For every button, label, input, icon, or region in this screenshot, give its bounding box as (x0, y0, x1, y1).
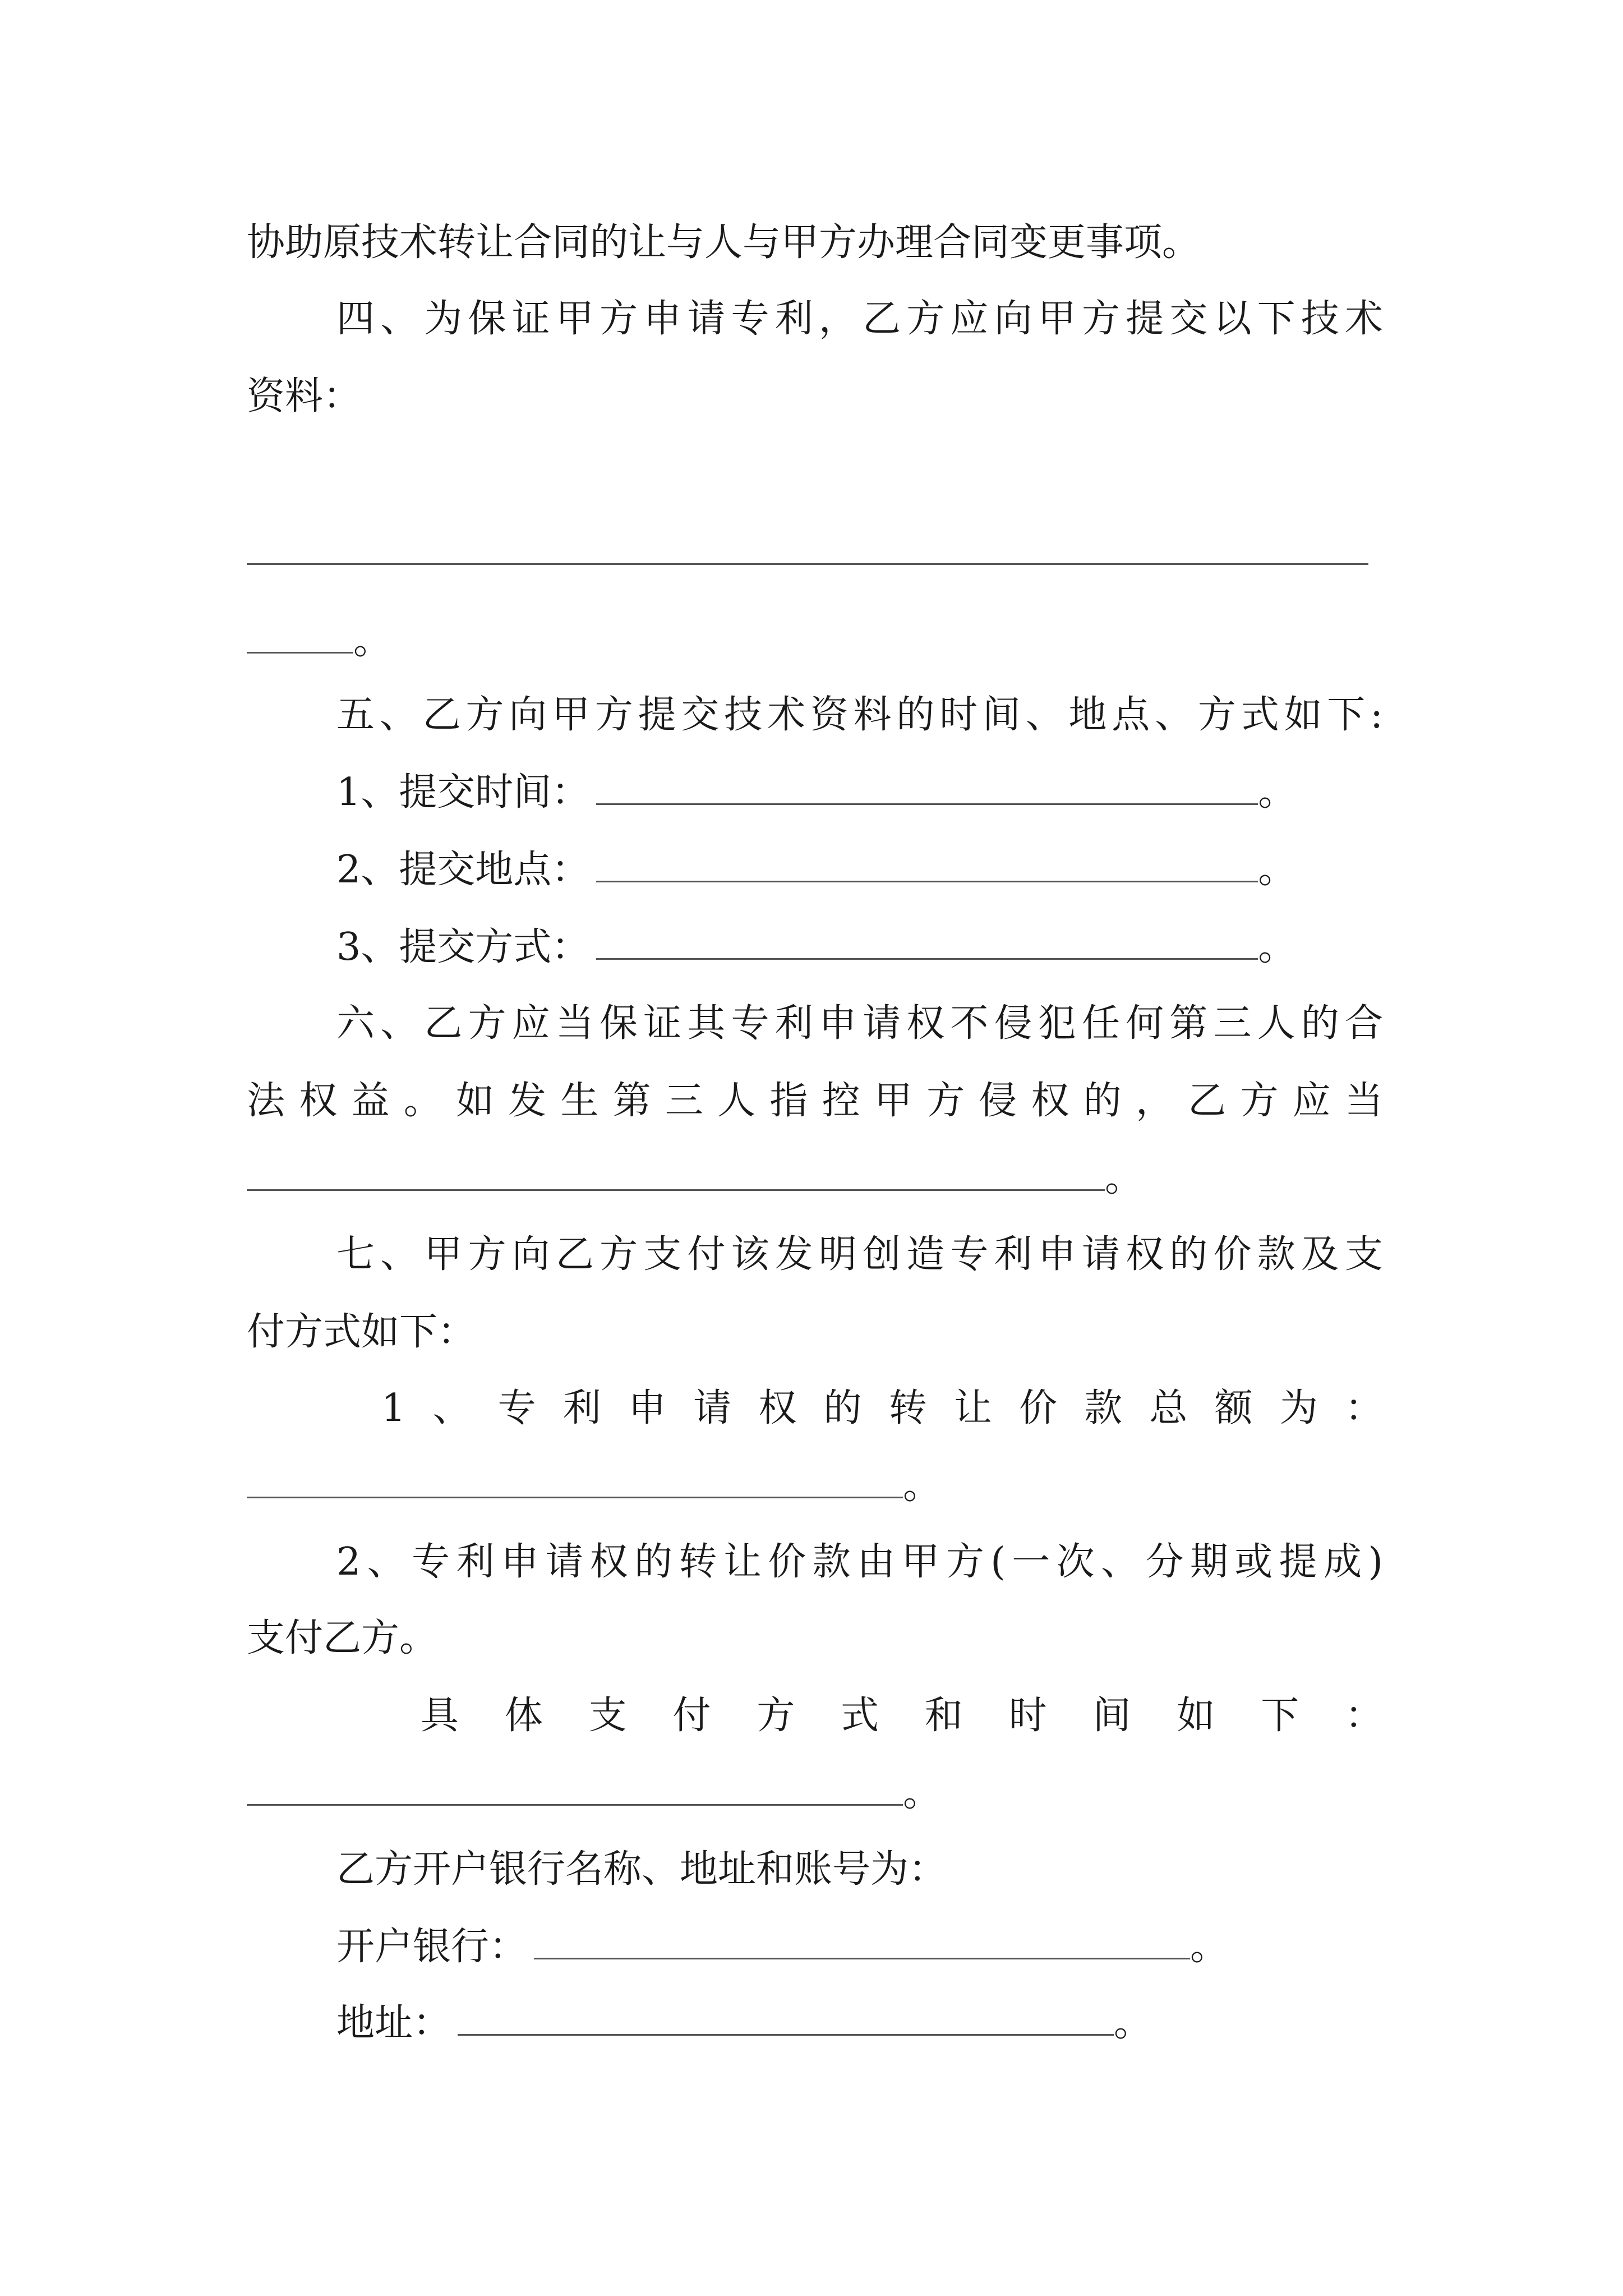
fill-in-blank (247, 1189, 1105, 1191)
section-7-item-2-line-1: 2、专利申请权的转让价款由甲方(一次、分期或提成) (336, 1540, 1383, 1584)
section-4-line-2: 资料： (247, 374, 362, 418)
period: 。 (1258, 770, 1297, 815)
section-7-line-2: 付方式如下： (247, 1310, 476, 1354)
period: 。 (353, 619, 392, 663)
period: 。 (1105, 1156, 1144, 1200)
bank-name-label: 开户银行： (336, 1925, 528, 1969)
bank-address-blank (458, 2034, 1114, 2036)
period: 。 (903, 1771, 942, 1815)
submit-place-label: 2、提交地点： (336, 848, 590, 892)
bank-address-label: 地址： (336, 2001, 451, 2045)
section-7-line-1: 七、甲方向乙方支付该发明创造专利申请权的价款及支 (336, 1232, 1383, 1277)
period: 。 (1258, 925, 1297, 969)
section-7-item-2-line-2: 支付乙方。 (247, 1616, 438, 1660)
bank-name-blank (534, 1958, 1190, 1959)
paragraph-continuation: 协助原技术转让合同的让与人与甲方办理合同变更事项。 (247, 220, 1201, 265)
submit-time-blank (596, 803, 1258, 805)
section-4-line-1: 四、为保证甲方申请专利，乙方应向甲方提交以下技术 (336, 297, 1383, 341)
submit-time-label: 1、提交时间： (336, 770, 590, 815)
section-5-title: 五、乙方向甲方提交技术资料的时间、地点、方式如下: (336, 693, 1383, 737)
fill-in-blank-rule (247, 563, 1368, 565)
section-6-blank-line (247, 1148, 1143, 1209)
period: 。 (1258, 848, 1297, 892)
payment-detail-label: 具体支付方式和时间如下： (421, 1694, 1383, 1738)
section-5-item-3 (336, 917, 1296, 978)
section-7-item-1-blank (247, 1455, 941, 1517)
section-7-item-1: 1、专利申请权的转让价款总额为： (381, 1386, 1383, 1430)
section-6-line-1: 六、乙方应当保证其专利申请权不侵犯任何第三人的合 (336, 1001, 1383, 1046)
period: 。 (903, 1464, 942, 1508)
section-5-item-1 (336, 762, 1296, 823)
payment-detail-blank (247, 1804, 903, 1806)
total-price-blank (247, 1497, 903, 1498)
bank-info-title: 乙方开户银行名称、地址和账号为： (336, 1847, 947, 1892)
period: 。 (1190, 1925, 1229, 1969)
submit-method-blank (596, 958, 1258, 960)
submit-method-label: 3、提交方式： (336, 925, 590, 969)
submit-place-blank (596, 881, 1258, 882)
section-4-blank-end (247, 610, 391, 672)
period: 。 (1114, 2001, 1152, 2045)
section-5-item-2 (336, 839, 1296, 901)
section-6-line-2: 法权益。如发生第三人指控甲方侵权的，乙方应当 (247, 1079, 1383, 1123)
fill-in-blank (247, 652, 353, 654)
payment-detail-blank-line (247, 1763, 941, 1824)
bank-name-line (336, 1916, 1228, 1978)
bank-address-line (336, 1993, 1152, 2054)
